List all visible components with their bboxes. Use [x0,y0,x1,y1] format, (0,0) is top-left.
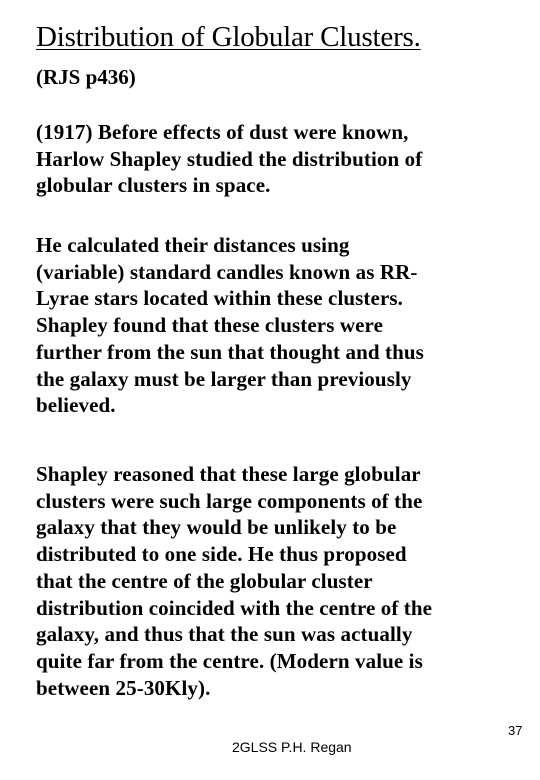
paragraph-line: Lyrae stars located within these clusters. [36,286,403,311]
slide-title: Distribution of Globular Clusters. [36,21,421,53]
paragraph-line: clusters were such large components of the [36,488,423,513]
page-number: 37 [508,723,523,738]
reference-note: (RJS p436) [36,65,136,89]
paragraph-history [36,119,506,199]
paragraph-line: distribution coincided with the centre of the [36,595,433,620]
paragraph-line: galaxy, and thus that the sun was actually [36,622,413,647]
paragraph-line: believed. [36,393,116,418]
paragraph-line: He calculated their distances using [36,233,350,257]
paragraph-line: further from the sun that thought and thus [36,339,424,364]
paragraph-line: distributed to one side. He thus proposed [36,542,407,567]
paragraph-line: Shapley reasoned that these large globular [36,462,421,486]
paragraph-line: the galaxy must be larger than previously [36,366,412,391]
footer-credit: 2GLSS P.H. Regan [232,739,352,755]
paragraph-galactic-centre [36,461,506,701]
paragraph-distances [36,232,506,419]
paragraph-line: Harlow Shapley studied the distribution of [36,146,423,171]
paragraph-line: between 25-30Kly). [36,675,211,700]
paragraph-line: galaxy that they would be unlikely to be [36,515,397,540]
paragraph-line: that the centre of the globular cluster [36,568,373,593]
paragraph-line: quite far from the centre. (Modern value is [36,648,423,673]
paragraph-line: (1917) Before effects of dust were known, [36,120,409,144]
paragraph-line: globular clusters in space. [36,173,271,198]
paragraph-line: (variable) standard candles known as RR- [36,259,418,284]
paragraph-line: Shapley found that these clusters were [36,313,383,338]
